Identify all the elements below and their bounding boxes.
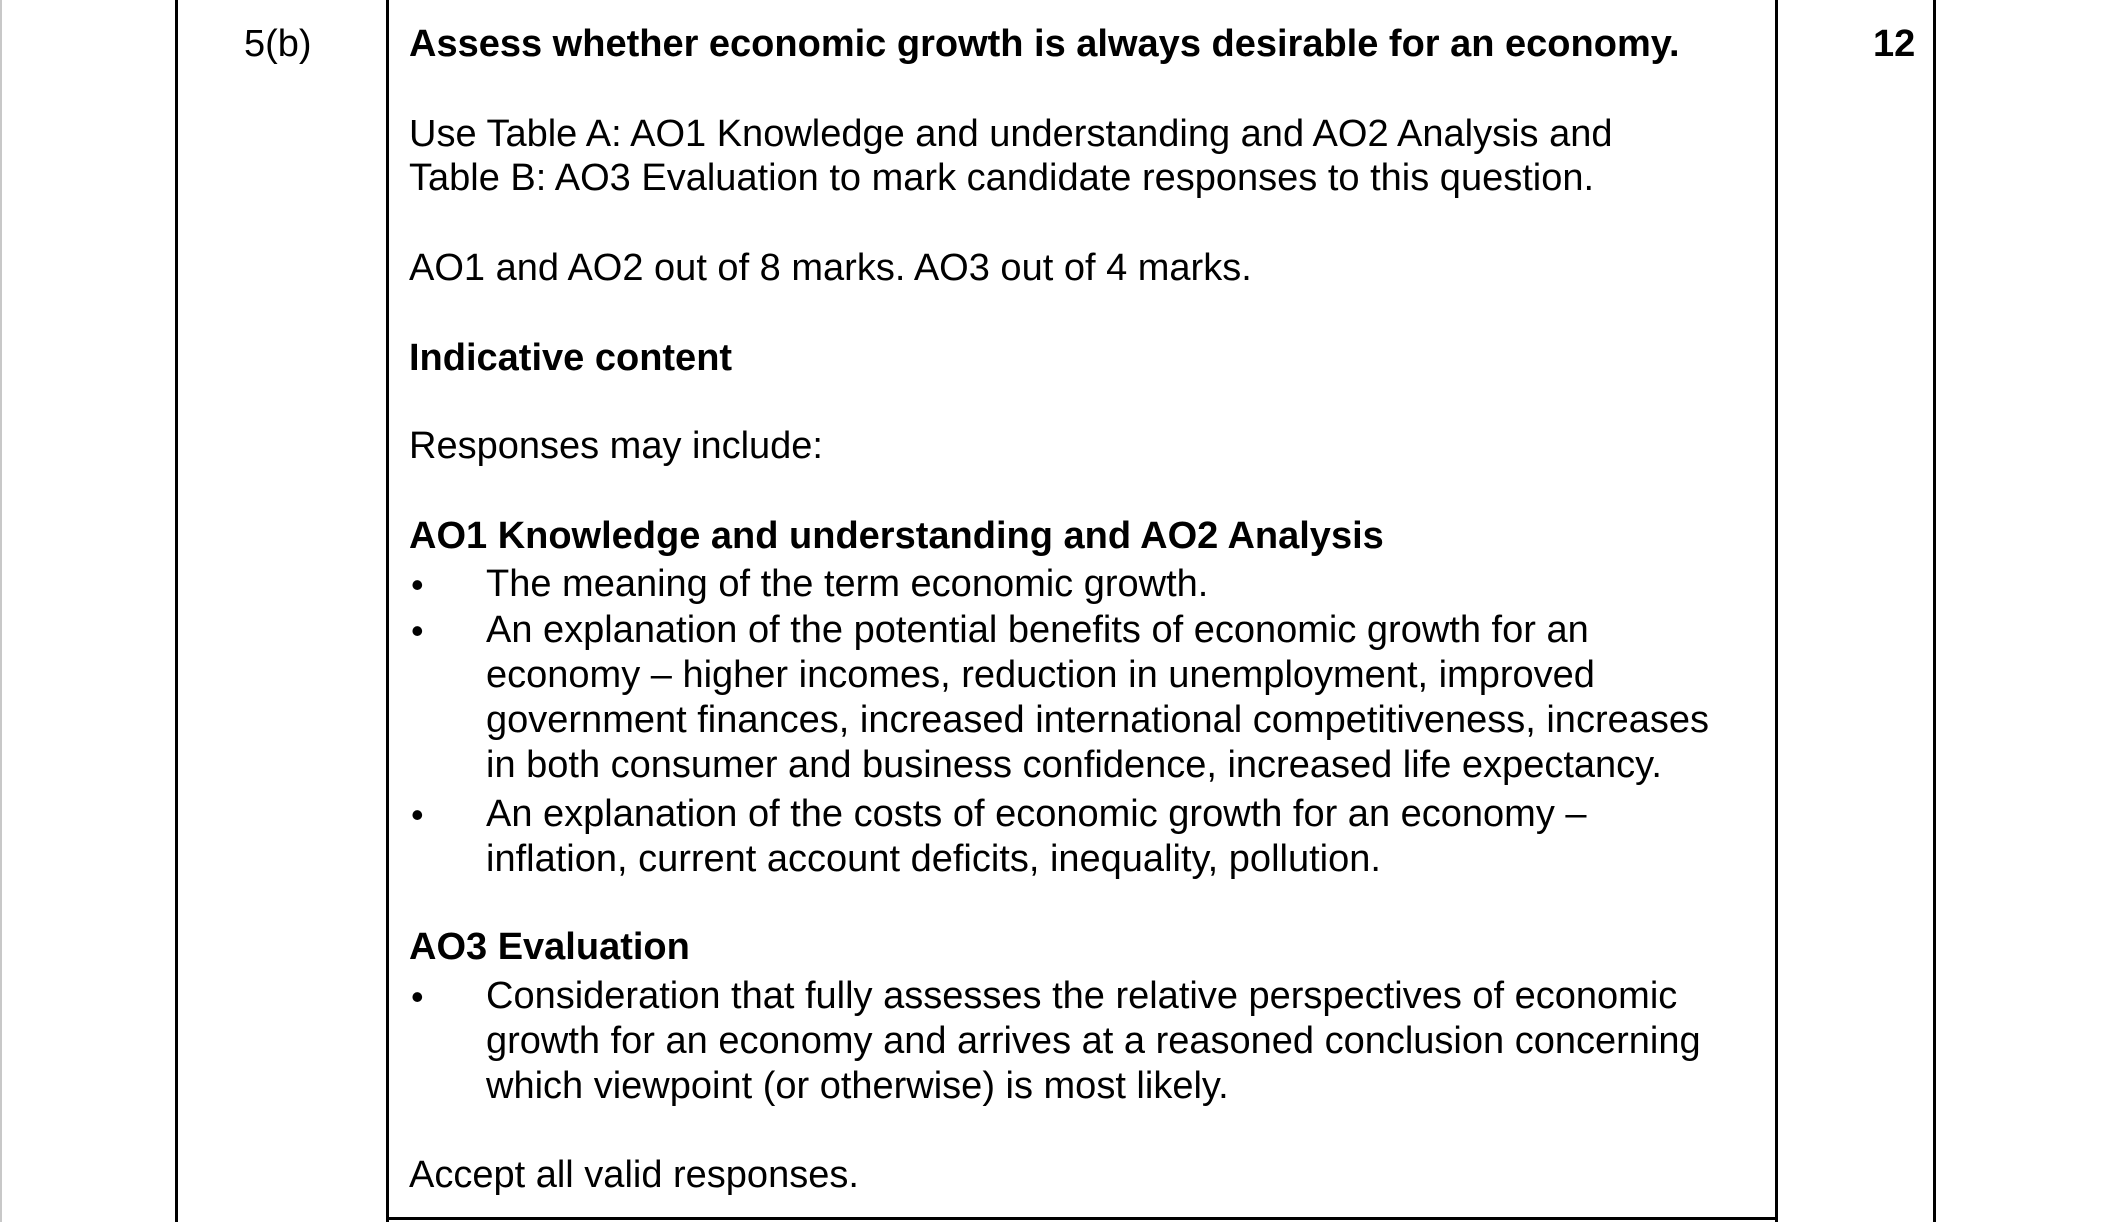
responses-intro: Responses may include: [409, 425, 823, 467]
table-border-right [1933, 0, 1936, 1222]
list-item-line: An explanation of the costs of economic growth for an economy – [486, 793, 1587, 835]
list-item-line: growth for an economy and arrives at a reasoned conclusion concerning [486, 1020, 1701, 1062]
indicative-content-heading: Indicative content [409, 337, 733, 379]
table-row-bottom-border [386, 1217, 1777, 1220]
table-border-answer-column [1775, 0, 1778, 1222]
bullet-icon: • [411, 564, 424, 605]
table-border-left [175, 0, 178, 1222]
bullet-icon: • [411, 610, 424, 651]
mark-split: AO1 and AO2 out of 8 marks. AO3 out of 4 marks. [409, 247, 1252, 289]
instruction-line: Use Table A: AO1 Knowledge and understanding and AO2 Analysis and [409, 113, 1613, 155]
ao3-heading: AO3 Evaluation [409, 926, 690, 968]
list-item-line: in both consumer and business confidence, increased life expectancy. [486, 744, 1662, 786]
closing-statement: Accept all valid responses. [409, 1154, 859, 1196]
list-item-line: The meaning of the term economic growth. [486, 563, 1209, 605]
instruction-line: Table B: AO3 Evaluation to mark candidate responses to this question. [409, 157, 1595, 199]
list-item-line: Consideration that fully assesses the relative perspectives of economic [486, 975, 1678, 1017]
bullet-icon: • [411, 976, 424, 1017]
list-item-text [486, 608, 1709, 788]
ao1-ao2-heading: AO1 Knowledge and understanding and AO2 Analysis [409, 515, 1384, 557]
list-item-text [486, 792, 1587, 882]
bullet-icon: • [411, 794, 424, 835]
question-number: 5(b) [244, 23, 312, 65]
list-item-text [486, 974, 1701, 1109]
table-border-question-column [386, 0, 389, 1222]
list-item-line: economy – higher incomes, reduction in unemployment, improved [486, 654, 1595, 696]
list-item-line: inflation, current account deficits, inequality, pollution. [486, 838, 1381, 880]
question-marks: 12 [1873, 23, 1916, 65]
list-item-line: An explanation of the potential benefits of economic growth for an [486, 609, 1589, 651]
instruction-paragraph [409, 112, 1613, 200]
list-item-line: which viewpoint (or otherwise) is most likely. [486, 1065, 1229, 1107]
page-edge [0, 0, 2, 1222]
question-title: Assess whether economic growth is always desirable for an economy. [409, 23, 1680, 65]
list-item-text [486, 562, 1208, 607]
list-item-line: government finances, increased international competitiveness, increases [486, 699, 1709, 741]
